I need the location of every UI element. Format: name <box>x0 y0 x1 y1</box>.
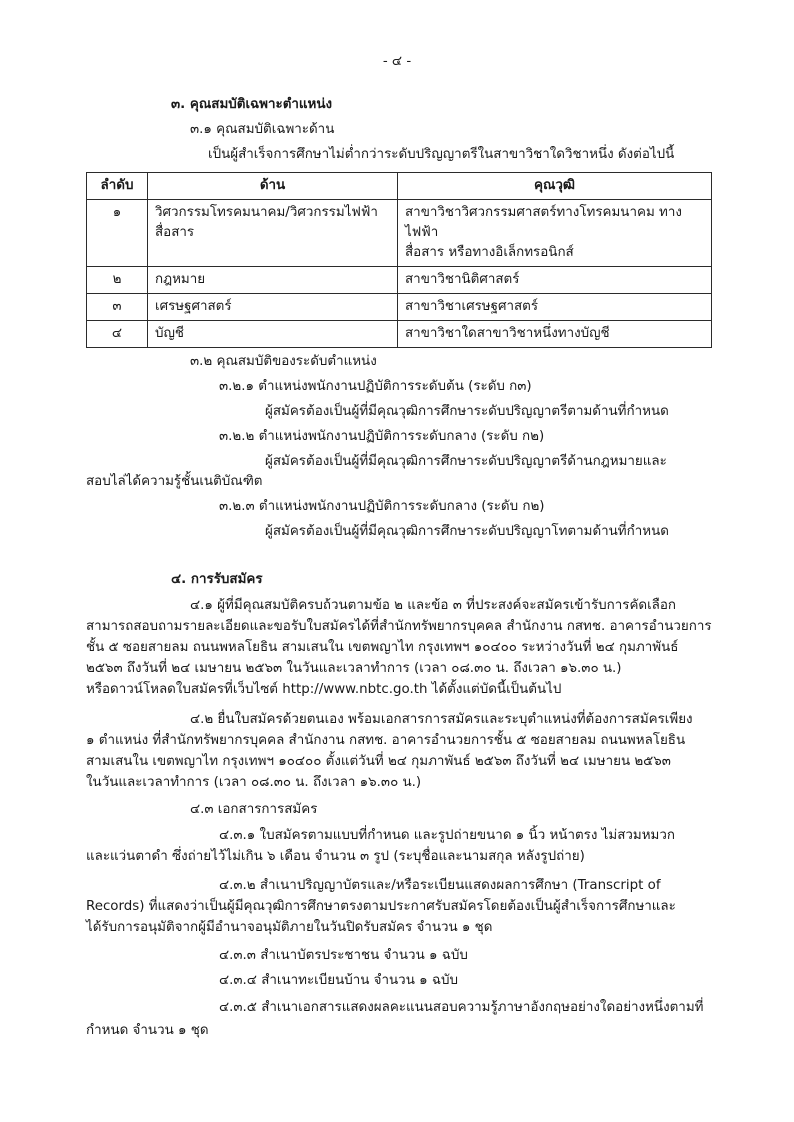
item-3-2-1-text: ผู้สมัครต้องเป็นผู้ที่มีคุณวุฒิการศึกษาระดับปริญญาตรีตามด้านที่กำหนด <box>265 404 669 419</box>
row-number: ๒ <box>87 267 148 294</box>
table-row <box>87 200 712 267</box>
item-3-2-2-title: ๓.๒.๒ ตำแหน่งพนักงานปฏิบัติการระดับกลาง (ระดับ ก๒) <box>219 429 545 444</box>
para-4-2-line: ๔.๒ ยื่นใบสมัครด้วยตนเอง พร้อมเอกสารการสมัครและระบุตำแหน่งที่ต้องการสมัครเพียง <box>190 712 693 727</box>
table-row <box>87 267 712 294</box>
row-number: ๔ <box>87 321 148 348</box>
table-row <box>87 294 712 321</box>
item-3-2-1-title: ๓.๒.๑ ตำแหน่งพนักงานปฏิบัติการระดับต้น (ระดับ ก๓) <box>219 379 532 394</box>
section-4-3-title: ๔.๓ เอกสารการสมัคร <box>190 802 318 817</box>
row-qualification: สาขาวิชานิติศาสตร์ <box>398 267 712 294</box>
row-qualification: สาขาวิชาเศรษฐศาสตร์ <box>398 294 712 321</box>
page-number: - ๔ - <box>382 54 412 69</box>
item-4-3-5-line: ๔.๓.๕ สำเนาเอกสารแสดงผลคะแนนสอบความรู้ภาษาอังกฤษอย่างใดอย่างหนึ่งตามที่ <box>219 1000 704 1015</box>
section-3-1-intro: เป็นผู้สำเร็จการศึกษาไม่ต่ำกว่าระดับปริญญาตรีในสาขาวิชาใดวิชาหนึ่ง ดังต่อไปนี้ <box>208 147 675 162</box>
para-4-2-line: ในวันและเวลาทำการ (เวลา ๐๘.๓๐ น. ถึงเวลา ๑๖.๓๐ น.) <box>86 775 422 790</box>
para-4-1-line: ๒๕๖๓ ถึงวันที่ ๒๔ เมษายน ๒๕๖๓ ในวันและเวลาทำการ (เวลา ๐๘.๓๐ น. ถึงเวลา ๑๖.๓๐ น.) <box>86 661 622 676</box>
row-number: ๑ <box>87 200 148 267</box>
item-4-3-1-line: และแว่นตาดำ ซึ่งถ่ายไว้ไม่เกิน ๖ เดือน จำนวน ๓ รูป (ระบุชื่อและนามสกุล หลังรูปถ่าย) <box>86 849 585 864</box>
item-4-3-1-line: ๔.๓.๑ ใบสมัครตามแบบที่กำหนด และรูปถ่ายขนาด ๑ นิ้ว หน้าตรง ไม่สวมหมวก <box>219 828 676 843</box>
item-4-3-3: ๔.๓.๓ สำเนาบัตรประชาชน จำนวน ๑ ฉบับ <box>219 948 468 963</box>
section-4-heading: ๔. การรับสมัคร <box>171 572 263 587</box>
item-4-3-2-line: ได้รับการอนุมัติจากผู้มีอำนาจอนุมัติภายในวันปิดรับสมัคร จำนวน ๑ ชุด <box>86 920 493 935</box>
row-number: ๓ <box>87 294 148 321</box>
row-field: บัญชี <box>148 321 398 348</box>
item-4-3-5-line: กำหนด จำนวน ๑ ชุด <box>86 1023 209 1038</box>
para-4-1-line: สามารถสอบถามรายละเอียดและขอรับใบสมัครได้ที่สำนักทรัพยากรบุคคล สำนักงาน กสทช. อาคารอำนวยการ <box>86 619 712 634</box>
para-4-2-line: สามเสนใน เขตพญาไท กรุงเทพฯ ๑๐๔๐๐ ตั้งแต่วันที่ ๒๔ กุมภาพันธ์ ๒๕๖๓ ถึงวันที่ ๒๔ เมษายน ๒๕๖๓ <box>86 754 671 769</box>
item-3-2-2-text-cont: สอบไล่ได้ความรู้ชั้นเนติบัณฑิต <box>86 474 263 489</box>
row-field: เศรษฐศาสตร์ <box>148 294 398 321</box>
para-4-1-line: ชั้น ๕ ซอยสายลม ถนนพหลโยธิน สามเสนใน เขตพญาไท กรุงเทพฯ ๑๐๔๐๐ ระหว่างวันที่ ๒๔ กุมภาพันธ์ <box>86 640 679 655</box>
item-4-3-2-line: ๔.๓.๒ สำเนาปริญญาบัตรและ/หรือระเบียนแสดงผลการศึกษา (Transcript of <box>219 878 661 893</box>
row-field: วิศวกรรมโทรคมนาคม/วิศวกรรมไฟฟ้าสื่อสาร <box>148 200 398 267</box>
col-header-field: ด้าน <box>148 173 398 200</box>
item-3-2-2-text: ผู้สมัครต้องเป็นผู้ที่มีคุณวุฒิการศึกษาระดับปริญญาตรีด้านกฎหมายและ <box>265 454 667 469</box>
section-3-heading: ๓. คุณสมบัติเฉพาะตำแหน่ง <box>171 97 333 112</box>
table-header-row <box>87 173 712 200</box>
section-3-2-title: ๓.๒ คุณสมบัติของระดับตำแหน่ง <box>190 354 377 369</box>
row-qualification <box>398 200 712 267</box>
row-qualification: สาขาวิชาใดสาขาวิชาหนึ่งทางบัญชี <box>398 321 712 348</box>
row-qualification-line: สาขาวิชาวิศวกรรมศาสตร์ทางโทรคมนาคม ทางไฟฟ้า <box>405 205 682 240</box>
para-4-2-line: ๑ ตำแหน่ง ที่สำนักทรัพยากรบุคคล สำนักงาน กสทช. อาคารอำนวยการชั้น ๕ ซอยสายลม ถนนพหลโยธิน <box>86 733 686 748</box>
col-header-qualification: คุณวุฒิ <box>398 173 712 200</box>
row-field: กฎหมาย <box>148 267 398 294</box>
row-qualification-line: สื่อสาร หรือทางอิเล็กทรอนิกส์ <box>405 245 574 260</box>
para-4-1-line: หรือดาวน์โหลดใบสมัครที่เว็บไซต์ http://www.nbtc.go.th ได้ตั้งแต่บัดนี้เป็นต้นไป <box>86 682 562 697</box>
section-3-1-title: ๓.๑ คุณสมบัติเฉพาะด้าน <box>190 122 335 137</box>
col-header-order: ลำดับ <box>87 173 148 200</box>
qualification-table <box>86 172 712 348</box>
item-3-2-3-text: ผู้สมัครต้องเป็นผู้ที่มีคุณวุฒิการศึกษาระดับปริญญาโทตามด้านที่กำหนด <box>265 524 669 539</box>
item-4-3-2-line: Records) ที่แสดงว่าเป็นผู้มีคุณวุฒิการศึกษาตรงตามประกาศรับสมัครโดยต้องเป็นผู้สำเร็จการศึกษาและ <box>86 899 676 914</box>
table-row <box>87 321 712 348</box>
para-4-1-line: ๔.๑ ผู้ที่มีคุณสมบัติครบถ้วนตามข้อ ๒ และข้อ ๓ ที่ประสงค์จะสมัครเข้ารับการคัดเลือก <box>190 598 677 613</box>
item-4-3-4: ๔.๓.๔ สำเนาทะเบียนบ้าน จำนวน ๑ ฉบับ <box>219 973 458 988</box>
item-3-2-3-title: ๓.๒.๓ ตำแหน่งพนักงานปฏิบัติการระดับกลาง (ระดับ ก๒) <box>219 499 545 514</box>
